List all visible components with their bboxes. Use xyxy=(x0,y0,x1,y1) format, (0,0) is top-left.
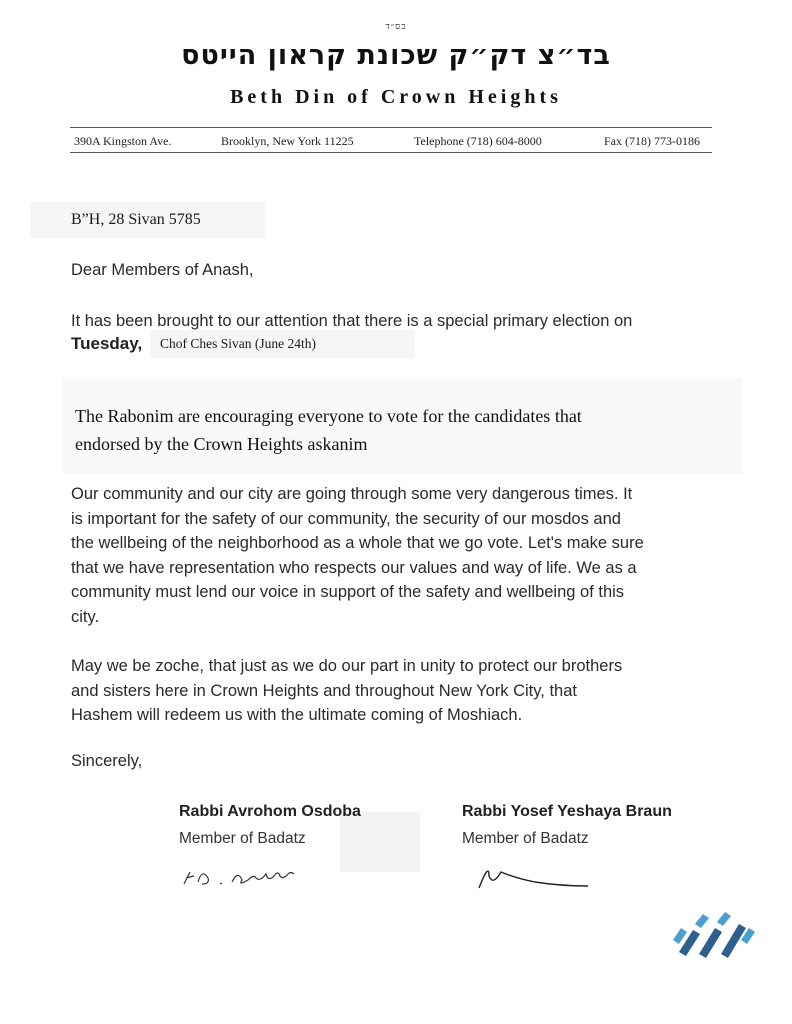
hebrew-title: בד״צ דק״ק שכונת קראון הייטס xyxy=(181,40,611,71)
header-divider-bottom xyxy=(70,152,712,153)
letter-date: B”H, 28 Sivan 5785 xyxy=(71,211,201,228)
signature-mark-icon xyxy=(475,858,595,899)
anash-logo-icon xyxy=(669,910,757,967)
bsd-mark: בס״ד xyxy=(385,21,407,31)
scan-artifact xyxy=(340,812,420,872)
signatory-1-name: Rabbi Avrohom Osdoba xyxy=(179,803,361,820)
signatory-1-signature xyxy=(180,864,340,896)
paragraph-1-tuesday: Tuesday, xyxy=(71,334,143,353)
english-title: Beth Din of Crown Heights xyxy=(230,86,562,108)
paragraph-2 xyxy=(71,482,721,629)
paragraph-2-line: community must lend our voice in support of the safety and wellbeing of this xyxy=(71,583,625,601)
greeting: Dear Members of Anash, xyxy=(71,261,254,279)
closing: Sincerely, xyxy=(71,752,143,770)
paragraph-2-line: city. xyxy=(71,607,100,626)
paragraph-3 xyxy=(71,654,721,728)
fax: Fax (718) 773-0186 xyxy=(604,134,700,148)
address: 390A Kingston Ave. xyxy=(74,134,172,148)
paragraph-2-line: Our community and our city are going through some very dangerous times. It xyxy=(71,485,633,503)
signatory-1-title: Member of Badatz xyxy=(179,830,306,847)
paragraph-3-line: Hashem will redeem us with the ultimate coming of Moshiach. xyxy=(71,706,523,724)
signatory-2-name: Rabbi Yosef Yeshaya Braun xyxy=(462,803,672,820)
telephone: Telephone (718) 604-8000 xyxy=(414,134,542,148)
paragraph-2-line: the wellbeing of the neighborhood as a whole that we go vote. Let's make sure xyxy=(71,534,644,552)
paragraph-3-line: and sisters here in Crown Heights and throughout New York City, that xyxy=(71,681,577,700)
paragraph-1-line-1: It has been brought to our attention that there is a special primary election on xyxy=(71,312,633,330)
paragraph-3-line: May we be zoche, that just as we do our part in unity to protect our brothers xyxy=(71,657,623,675)
signature-1-icon xyxy=(180,864,340,892)
rabonim-line-1: The Rabonim are encouraging everyone to vote for the candidates that xyxy=(75,406,582,426)
city: Brooklyn, New York 11225 xyxy=(221,134,354,148)
header-divider-top xyxy=(70,127,712,128)
paragraph-2-line: is important for the safety of our community, the security of our mosdos and xyxy=(71,509,621,528)
signatory-2-title: Member of Badatz xyxy=(462,830,589,847)
paragraph-1-date: Chof Ches Sivan (June 24th) xyxy=(160,336,316,351)
rabonim-line-2: endorsed by the Crown Heights askanim xyxy=(75,434,368,454)
paragraph-2-line: that we have representation who respects our values and way of life. We as a xyxy=(71,558,637,577)
rabonim-notice xyxy=(75,402,735,458)
